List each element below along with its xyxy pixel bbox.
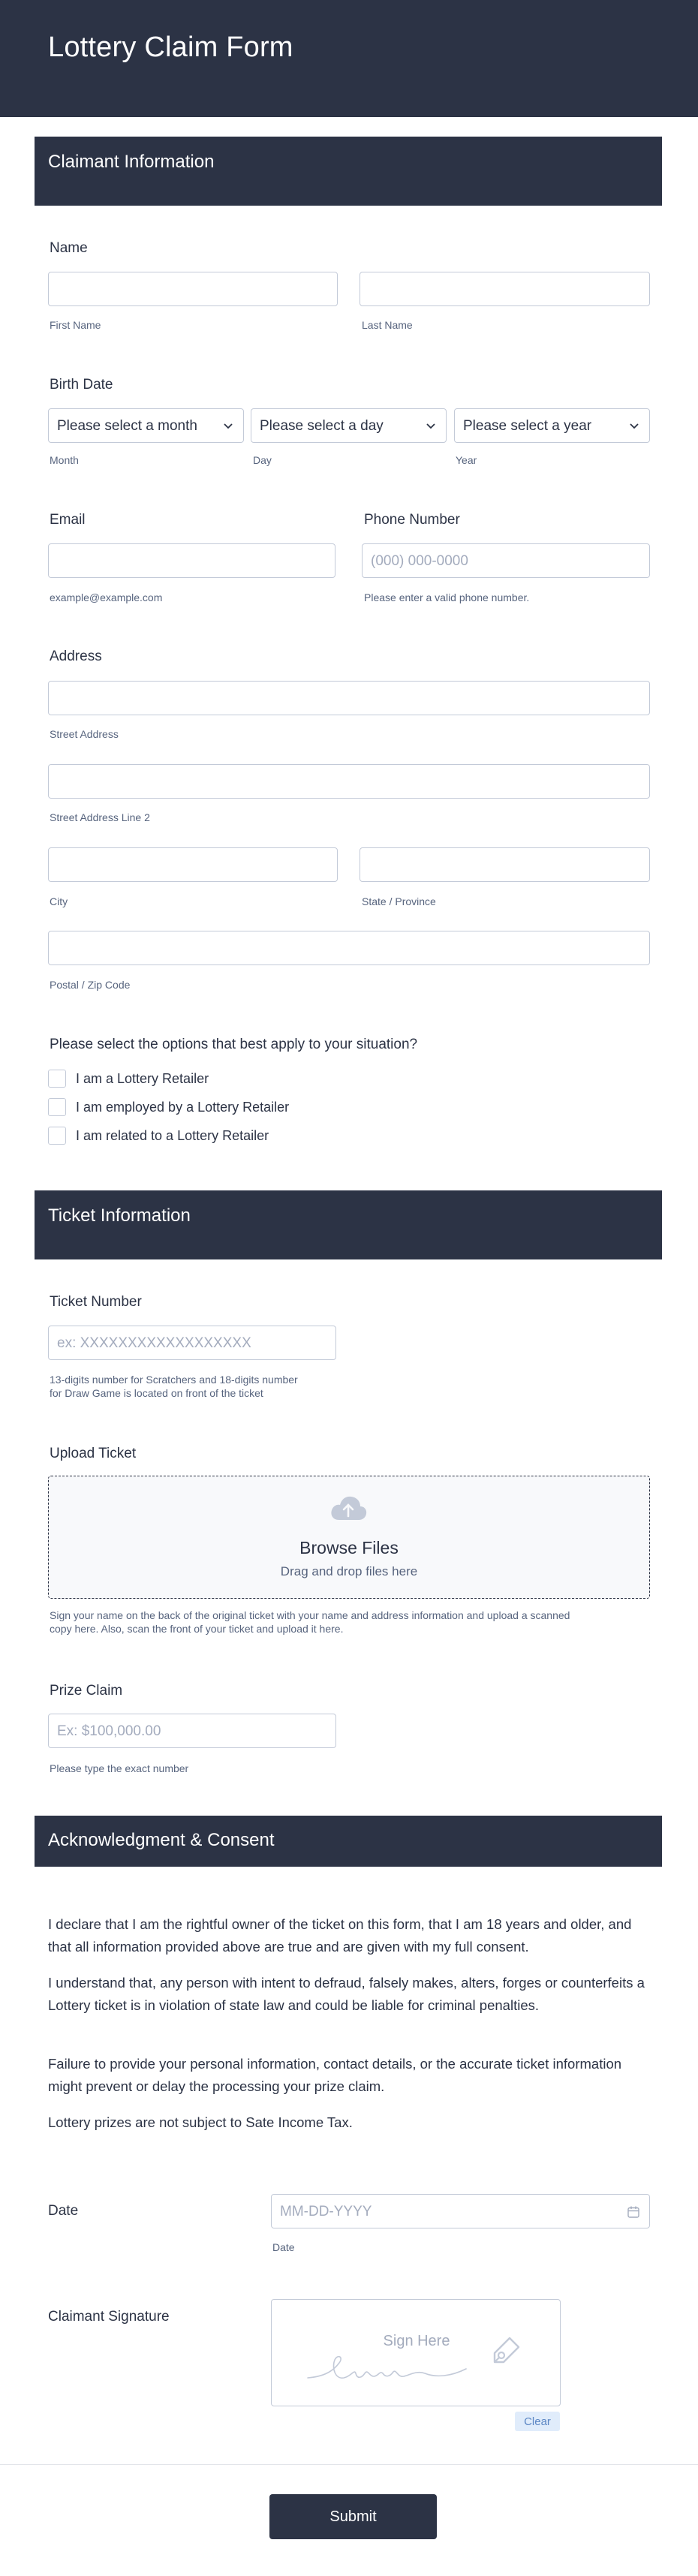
pen-icon: [489, 2335, 522, 2368]
consent-paragraph: Lottery prizes are not subject to Sate Income Tax.: [48, 2114, 353, 2130]
postal-code-input[interactable]: [48, 931, 650, 965]
section-header-ticket: [35, 1190, 662, 1259]
clear-signature-button[interactable]: Clear: [515, 2412, 560, 2431]
form-header: [0, 0, 698, 117]
footer-divider: [0, 2464, 698, 2465]
browse-files-text[interactable]: Browse Files: [299, 1538, 399, 1557]
ticket-number-label: Ticket Number: [50, 1294, 142, 1310]
first-name-sublabel: First Name: [50, 319, 101, 331]
ticket-help-line-2: for Draw Game is located on front of the ticket: [50, 1387, 263, 1399]
city-sublabel: City: [50, 895, 68, 907]
day-sublabel: Day: [253, 454, 272, 466]
section-title: Ticket Information: [48, 1205, 191, 1226]
drag-drop-text: Drag and drop files here: [280, 1564, 418, 1578]
phone-label: Phone Number: [364, 512, 460, 528]
consent-paragraph: I understand that, any person with intent to defraud, falsely makes, alters, forges or counterfeits a Lottery ticket is in violation of state law and could be liable for criminal penalties.: [48, 1975, 645, 2013]
month-value: Please select a month: [57, 418, 197, 434]
checkbox-label[interactable]: I am employed by a Lottery Retailer: [76, 1100, 290, 1115]
prize-claim-sublabel: Please type the exact number: [50, 1762, 189, 1774]
email-input[interactable]: [48, 543, 335, 578]
retailer-checkbox[interactable]: [48, 1070, 66, 1088]
street-address-sublabel: Street Address: [50, 728, 119, 740]
section-title: Acknowledgment & Consent: [48, 1830, 275, 1850]
sign-here-hint: Sign Here: [383, 2333, 450, 2349]
year-value: Please select a year: [463, 418, 592, 434]
upload-help-line-1: Sign your name on the back of the original ticket with your name and address information and upload a scanned: [50, 1609, 570, 1621]
ticket-number-placeholder: ex: XXXXXXXXXXXXXXXXXX: [57, 1335, 251, 1351]
postal-code-sublabel: Postal / Zip Code: [50, 979, 131, 991]
chevron-down-icon: [628, 420, 640, 432]
date-sublabel: Date: [272, 2241, 295, 2253]
date-input[interactable]: [271, 2194, 650, 2228]
birth-year-select[interactable]: [454, 408, 650, 443]
section-header-claimant: [35, 137, 662, 206]
street-address-2-sublabel: Street Address Line 2: [50, 811, 150, 823]
section-header-ack: [35, 1816, 662, 1867]
city-input[interactable]: [48, 847, 338, 882]
last-name-input[interactable]: [360, 272, 650, 306]
email-label: Email: [50, 512, 86, 528]
date-placeholder: MM-DD-YYYY: [280, 2204, 372, 2219]
street-address-input[interactable]: [48, 681, 650, 715]
year-sublabel: Year: [456, 454, 477, 466]
state-sublabel: State / Province: [362, 895, 436, 907]
prize-claim-placeholder: Ex: $100,000.00: [57, 1723, 161, 1739]
chevron-down-icon: [222, 420, 234, 432]
ticket-number-input[interactable]: [48, 1326, 336, 1360]
section-title: Claimant Information: [48, 152, 215, 172]
related-checkbox[interactable]: [48, 1127, 66, 1145]
situation-label: Please select the options that best apply to your situation?: [50, 1037, 418, 1052]
signature-label: Claimant Signature: [48, 2309, 170, 2325]
first-name-input[interactable]: [48, 272, 338, 306]
birth-day-select[interactable]: [251, 408, 447, 443]
email-sublabel: example@example.com: [50, 591, 163, 603]
consent-paragraph: Failure to provide your personal information, contact details, or the accurate ticket information might prevent or delay the processing your prize claim.: [48, 2056, 622, 2094]
signature-pad[interactable]: [271, 2299, 561, 2406]
birth-date-label: Birth Date: [50, 377, 113, 393]
cloud-upload-icon: [329, 1494, 367, 1521]
ticket-help-line-1: 13-digits number for Scratchers and 18-digits number: [50, 1374, 298, 1386]
upload-help-line-2: copy here. Also, scan the front of your ticket and upload it here.: [50, 1623, 344, 1635]
name-label: Name: [50, 240, 88, 256]
phone-placeholder: (000) 000-0000: [371, 553, 468, 569]
prize-claim-input[interactable]: [48, 1714, 336, 1748]
street-address-2-input[interactable]: [48, 764, 650, 799]
consent-paragraph: I declare that I am the rightful owner of the ticket on this form, that I am 18 years and older, and that all information provided above are true and are given with my full consent.: [48, 1916, 632, 1955]
date-label: Date: [48, 2203, 79, 2219]
month-sublabel: Month: [50, 454, 79, 466]
address-label: Address: [50, 649, 102, 664]
phone-sublabel: Please enter a valid phone number.: [364, 591, 530, 603]
form-title: Lottery Claim Form: [48, 32, 293, 63]
prize-claim-label: Prize Claim: [50, 1683, 123, 1699]
birth-month-select[interactable]: [48, 408, 244, 443]
phone-input[interactable]: [362, 543, 650, 578]
chevron-down-icon: [425, 420, 437, 432]
state-input[interactable]: [360, 847, 650, 882]
file-upload-dropzone[interactable]: [48, 1476, 650, 1599]
upload-label: Upload Ticket: [50, 1446, 137, 1461]
employed-checkbox[interactable]: [48, 1098, 66, 1116]
last-name-sublabel: Last Name: [362, 319, 413, 331]
checkbox-label[interactable]: I am a Lottery Retailer: [76, 1071, 209, 1086]
calendar-icon[interactable]: [627, 2205, 640, 2219]
checkbox-label[interactable]: I am related to a Lottery Retailer: [76, 1128, 269, 1143]
submit-button[interactable]: Submit: [269, 2494, 437, 2539]
day-value: Please select a day: [260, 418, 384, 434]
